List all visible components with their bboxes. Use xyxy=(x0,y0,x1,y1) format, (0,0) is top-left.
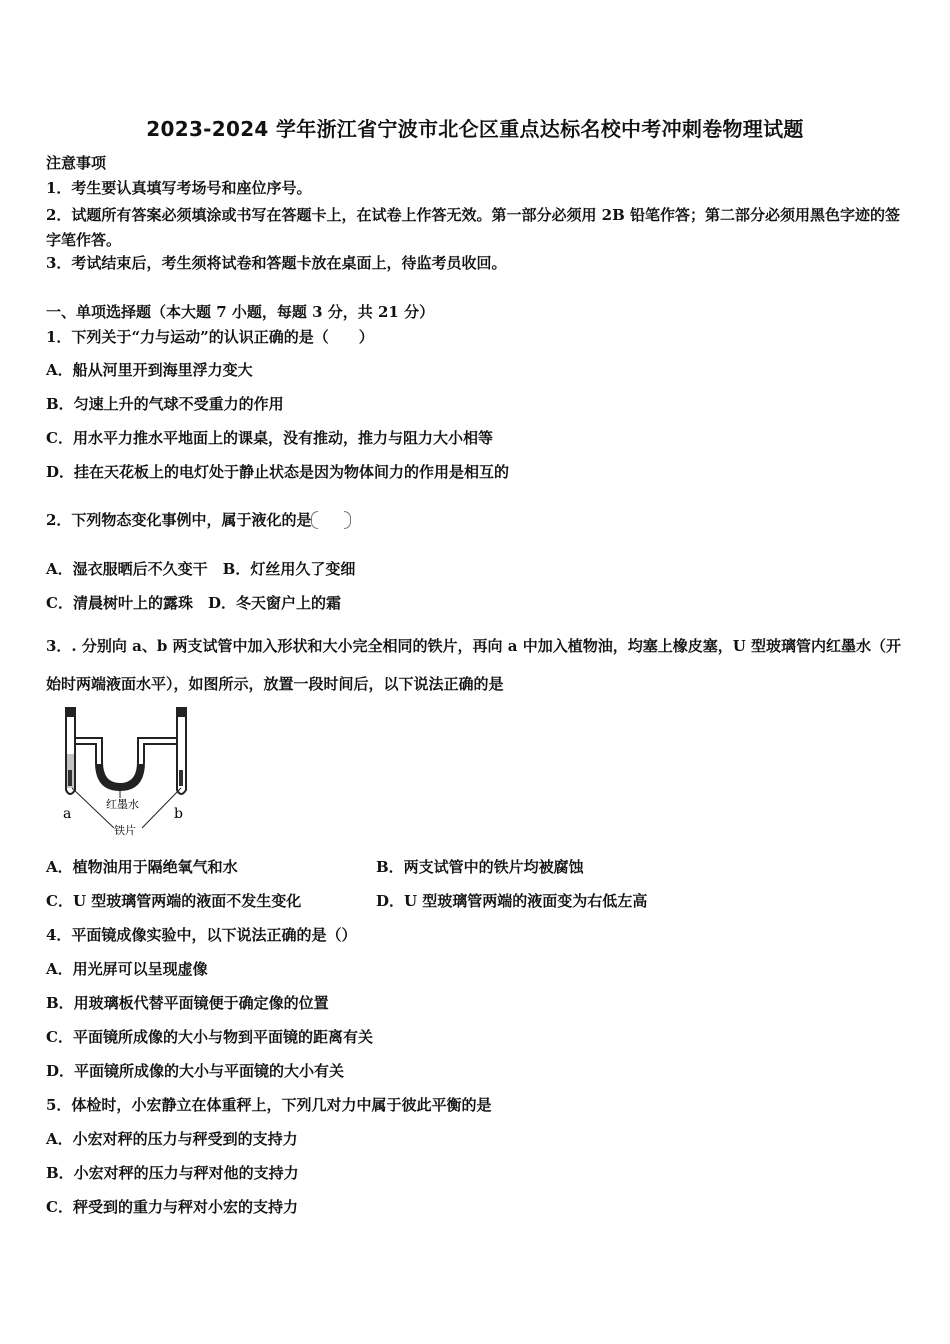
iron-label: 铁片 xyxy=(114,824,136,837)
q4-option-b: B．用玻璃板代替平面镜便于确定像的位置 xyxy=(46,994,329,1012)
q5-option-c: C．秤受到的重力与秤对小宏的支持力 xyxy=(46,1198,298,1216)
q2-stem-row xyxy=(46,510,351,530)
test-tube-figure xyxy=(56,704,196,838)
stopper-a xyxy=(65,707,76,717)
q5-stem: 5．体检时，小宏静立在体重秤上，下列几对力中属于彼此平衡的是 xyxy=(46,1096,492,1114)
q3-option-b: B．两支试管中的铁片均被腐蚀 xyxy=(376,858,584,876)
q2-option-row-1: A．湿衣服晒后不久变干 B．灯丝用久了变细 xyxy=(46,560,356,578)
q3-option-a: A．植物油用于隔绝氧气和水 xyxy=(46,858,238,876)
q3-option-c: C．U 型玻璃管两端的液面不发生变化 xyxy=(46,892,302,910)
q2-stem: 2．下列物态变化事例中，属于液化的是 xyxy=(46,511,312,529)
stopper-b xyxy=(176,707,187,717)
q3-option-d: D．U 型玻璃管两端的液面变为右低左高 xyxy=(376,892,648,910)
q5-option-b: B．小宏对秤的压力与秤对他的支持力 xyxy=(46,1164,299,1182)
q3-stem: 3．. 分别向 a、b 两支试管中加入形状和大小完全相同的铁片，再向 a 中加入植物油，均塞上橡皮塞，U 型玻璃管内红墨水（开始时两端液面水平），如图所示，放置一段时间后，以下说法正确的是 xyxy=(46,637,902,693)
notice-item-2: 2．试题所有答案必须填涂或书写在答题卡上，在试卷上作答无效。第一部分必须用 2B 铅笔作答；第二部分必须用黑色字迹的签字笔作答。 xyxy=(46,206,901,249)
q1-option-a: A．船从河里开到海里浮力变大 xyxy=(46,361,253,379)
q4-option-c: C．平面镜所成像的大小与物到平面镜的距离有关 xyxy=(46,1028,373,1046)
q4-option-d: D．平面镜所成像的大小与平面镜的大小有关 xyxy=(46,1062,345,1080)
q1-option-d: D．挂在天花板上的电灯处于静止状态是因为物体间力的作用是相互的 xyxy=(46,463,510,481)
tube-b-label: b xyxy=(174,806,183,822)
q4-stem: 4．平面镜成像实验中，以下说法正确的是（） xyxy=(46,926,357,944)
notice-heading: 注意事项 xyxy=(46,154,107,172)
q1-option-c: C．用水平力推水平地面上的课桌，没有推动，推力与阻力大小相等 xyxy=(46,429,493,447)
q1-option-b: B．匀速上升的气球不受重力的作用 xyxy=(46,395,284,413)
q2-option-row-2: C．清晨树叶上的露珠 D．冬天窗户上的霜 xyxy=(46,594,341,612)
notice-item-3: 3．考试结束后，考生须将试卷和答题卡放在桌面上，待监考员收回。 xyxy=(46,254,507,272)
iron-b xyxy=(179,770,183,786)
notice-item-1: 1．考生要认真填写考场号和座位序号。 xyxy=(46,179,312,197)
answer-bracket xyxy=(311,511,351,529)
iron-a xyxy=(68,770,72,786)
tube-a-label: a xyxy=(63,806,72,822)
q1-stem: 1．下列关于“力与运动”的认识正确的是（ ） xyxy=(46,328,374,346)
section-heading: 一、单项选择题（本大题 7 小题，每题 3 分，共 21 分） xyxy=(46,303,435,321)
q4-option-a: A．用光屏可以呈现虚像 xyxy=(46,960,208,978)
q5-option-a: A．小宏对秤的压力与秤受到的支持力 xyxy=(46,1130,298,1148)
ink-label: 红墨水 xyxy=(106,798,139,811)
page-title: 2023-2024 学年浙江省宁波市北仑区重点达标名校中考冲刺卷物理试题 xyxy=(146,117,804,141)
